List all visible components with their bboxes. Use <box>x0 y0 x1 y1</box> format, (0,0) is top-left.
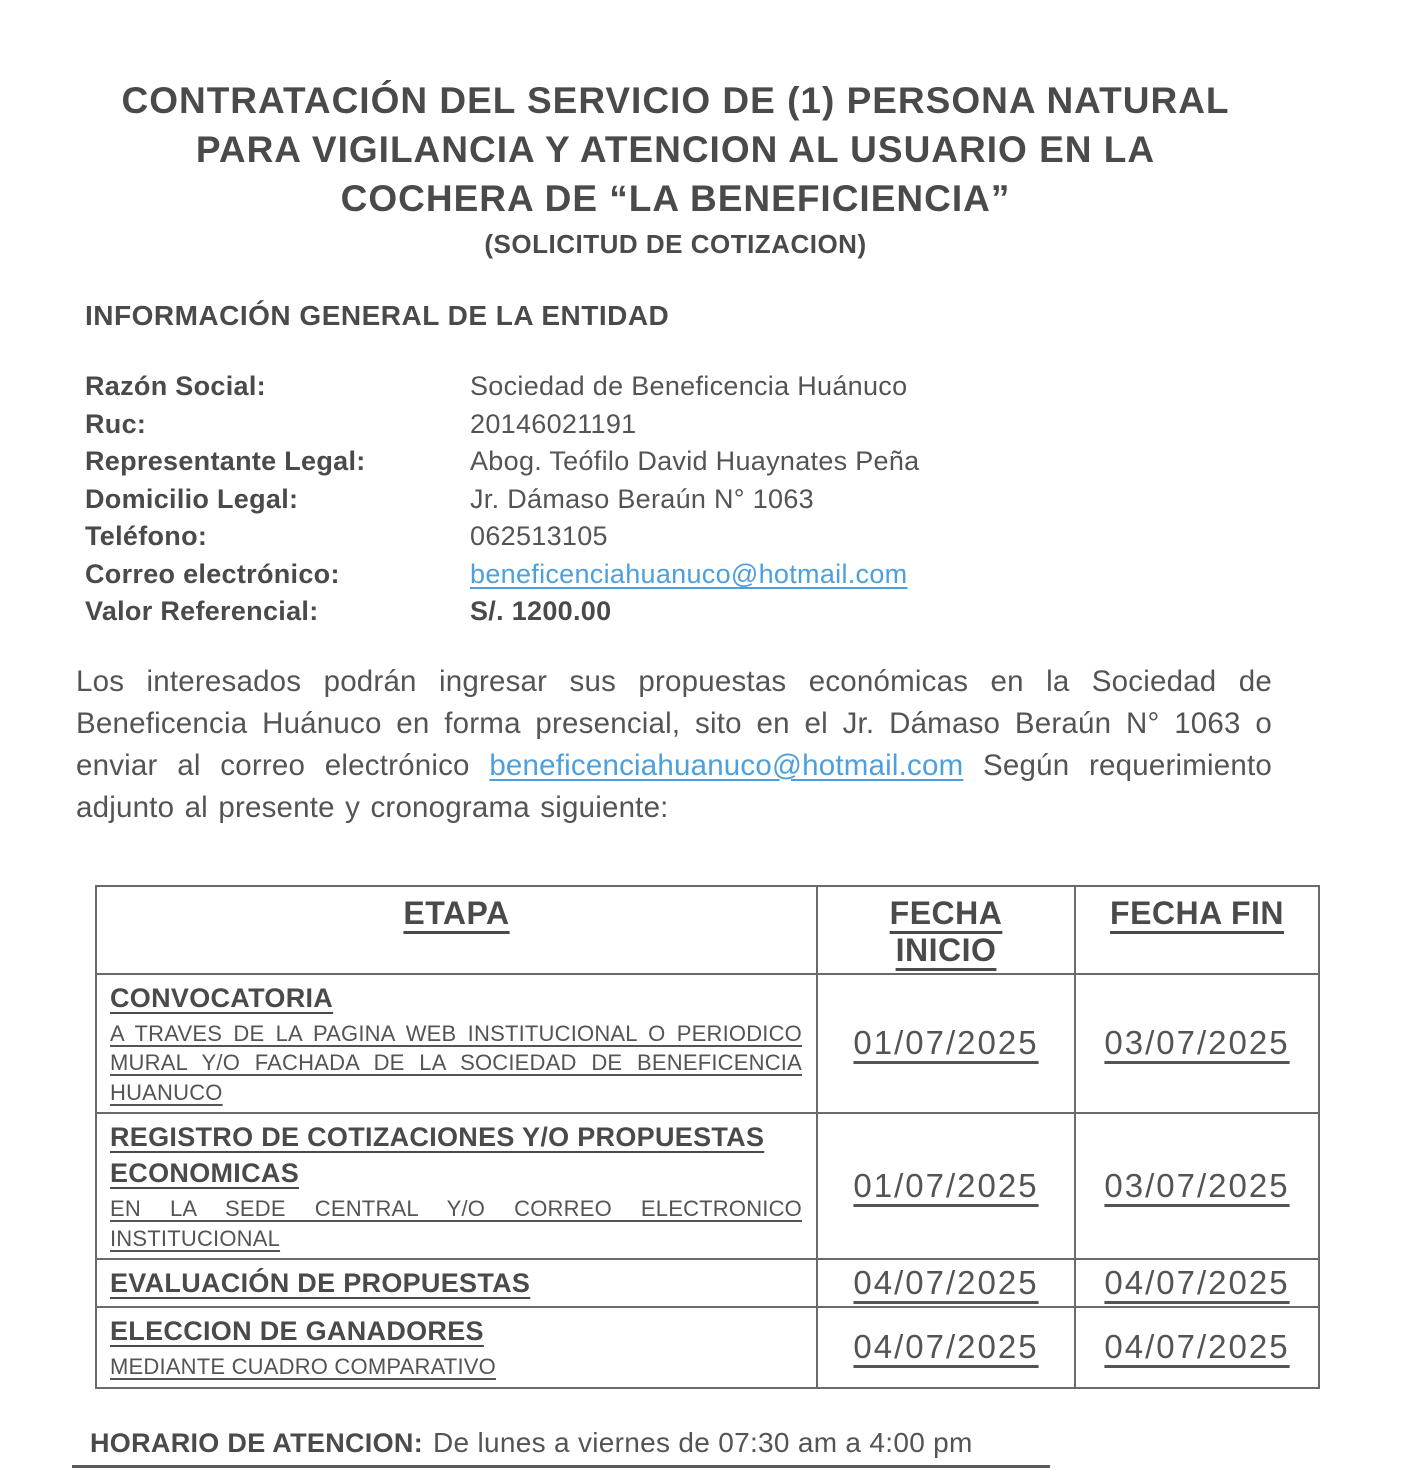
info-row-domicilio-legal <box>85 481 1423 519</box>
info-row-ruc <box>85 406 1423 444</box>
attention-hours-line <box>72 1427 1050 1468</box>
fecha-fin-cell: 03/07/2025 <box>1075 974 1319 1114</box>
info-label: Valor Referencial: <box>85 596 319 626</box>
info-value: S/. 1200.00 <box>470 596 612 626</box>
fecha-fin-cell: 03/07/2025 <box>1075 1113 1319 1259</box>
fecha-fin-cell: 04/07/2025 <box>1075 1259 1319 1307</box>
document-title-line-2: PARA VIGILANCIA Y ATENCION AL USUARIO EN LA <box>195 129 1156 170</box>
info-label: Representante Legal: <box>85 446 366 476</box>
info-row-valor-referencial <box>85 593 1423 631</box>
stage-detail: EN LA SEDE CENTRAL Y/O CORREO ELECTRONICO INSTITUCIONAL <box>110 1196 802 1251</box>
fecha-inicio-cell: 01/07/2025 <box>817 1113 1075 1259</box>
info-label: Teléfono: <box>85 521 208 551</box>
stage-title: ELECCION DE GANADORES <box>110 1316 484 1346</box>
info-label: Ruc: <box>85 408 147 439</box>
fecha-inicio-cell: 04/07/2025 <box>817 1259 1075 1307</box>
stage-title: CONVOCATORIA <box>110 982 334 1013</box>
fecha-inicio-cell: 04/07/2025 <box>817 1307 1075 1388</box>
intro-text-after-link: Según requerimiento adjunto al presente y cronograma siguiente: <box>76 748 1272 824</box>
table-row-evaluacion <box>96 1259 1319 1307</box>
col-header-etapa: ETAPA <box>96 886 817 974</box>
stage-cell <box>96 1259 817 1307</box>
document-title-line-1: CONTRATACIÓN DEL SERVICIO DE (1) PERSONA NATURAL <box>121 80 1230 121</box>
attention-hours-value: De lunes a viernes de 07:30 am a 4:00 pm <box>433 1426 973 1458</box>
intro-text-before-link: Los interesados podrán ingresar sus propuestas económicas en la Sociedad de Beneficencia Huánuco en forma presencial, sito en el Jr. Dámaso Beraún N° 1063 o enviar al correo electrónico <box>76 664 1272 782</box>
table-row-registro <box>96 1113 1319 1259</box>
fecha-fin-cell: 04/07/2025 <box>1075 1307 1319 1388</box>
entity-info-list <box>85 368 1423 631</box>
stage-detail: MEDIANTE CUADRO COMPARATIVO <box>110 1354 496 1379</box>
intro-paragraph <box>76 661 1272 829</box>
schedule-table <box>95 885 1320 1389</box>
fecha-inicio-cell: 01/07/2025 <box>817 974 1075 1114</box>
info-label: Razón Social: <box>85 371 266 401</box>
attention-hours-label: HORARIO DE ATENCION: <box>90 1427 423 1458</box>
info-value: 062513105 <box>470 521 608 551</box>
section-heading-entity-info: INFORMACIÓN GENERAL DE LA ENTIDAD <box>85 300 670 331</box>
info-label: Correo electrónico: <box>85 558 340 589</box>
table-row-convocatoria <box>96 974 1319 1114</box>
stage-cell <box>96 1113 817 1259</box>
info-row-telefono <box>85 518 1423 556</box>
document-subtitle: (SOLICITUD DE COTIZACION) <box>484 229 867 259</box>
table-row-eleccion <box>96 1307 1319 1388</box>
stage-title: REGISTRO DE COTIZACIONES Y/O PROPUESTAS ECONOMICAS <box>110 1122 765 1188</box>
document-title <box>0 0 1423 260</box>
info-value: Sociedad de Beneficencia Huánuco <box>470 371 908 401</box>
info-value: Jr. Dámaso Beraún N° 1063 <box>470 483 814 514</box>
info-value: 20146021191 <box>470 408 637 439</box>
stage-cell <box>96 1307 817 1388</box>
stage-title: EVALUACIÓN DE PROPUESTAS <box>110 1268 531 1298</box>
info-row-razon-social <box>85 368 1423 406</box>
info-value: Abog. Teófilo David Huaynates Peña <box>470 446 920 476</box>
email-link[interactable]: beneficenciahuanuco@hotmail.com <box>470 558 908 589</box>
col-header-fecha-fin: FECHA FIN <box>1075 886 1319 974</box>
table-header-row <box>96 886 1319 974</box>
paragraph-email-link[interactable]: beneficenciahuanuco@hotmail.com <box>489 748 964 782</box>
stage-cell <box>96 974 817 1114</box>
info-row-representante-legal <box>85 443 1423 481</box>
info-label: Domicilio Legal: <box>85 483 299 514</box>
col-header-fecha-inicio: FECHA INICIO <box>817 886 1075 974</box>
stage-detail: A TRAVES DE LA PAGINA WEB INSTITUCIONAL O PERIODICO MURAL Y/O FACHADA DE LA SOCIEDAD DE BENEFICENCIA HUANUCO <box>110 1020 802 1105</box>
info-row-correo-electronico <box>85 556 1423 594</box>
document-title-line-3: COCHERA DE “LA BENEFICIENCIA” <box>340 178 1011 219</box>
attention-hours <box>72 1427 1423 1468</box>
